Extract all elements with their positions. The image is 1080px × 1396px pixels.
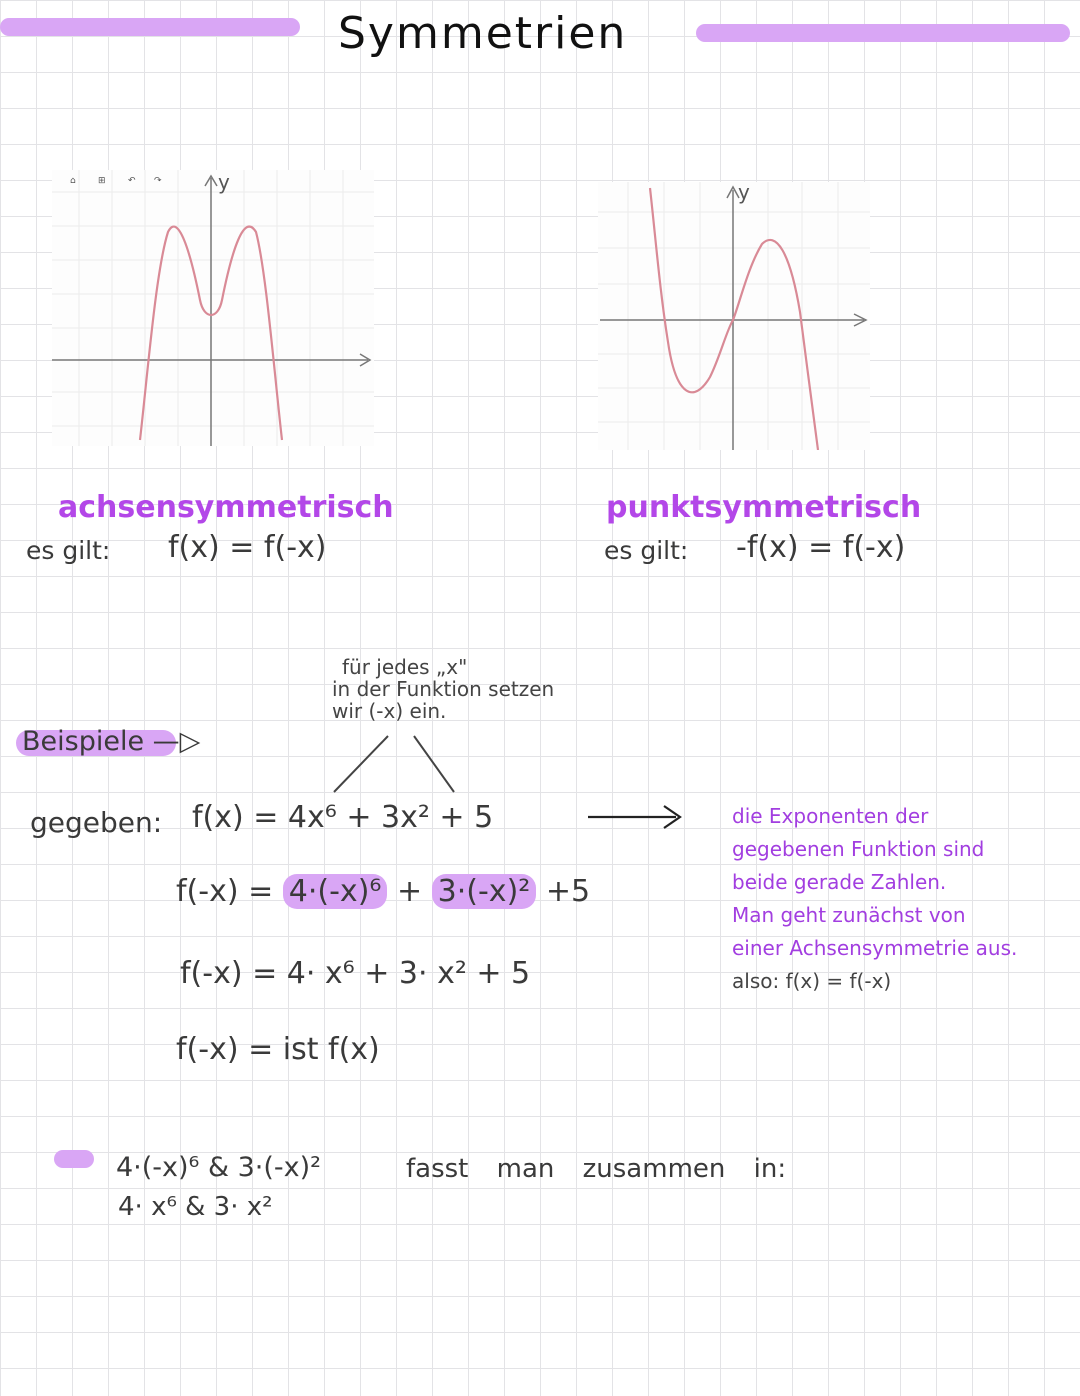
svg-text:↶: ↶ (128, 176, 136, 186)
equation-line-4: f(-x) = ist f(x) (176, 1032, 380, 1067)
explanation-line: beide gerade Zahlen. (732, 870, 947, 894)
bullet-marker (54, 1150, 94, 1168)
equation-line-2 (176, 874, 590, 909)
examples-label-text: Beispiele (22, 726, 145, 757)
eq2-term-b: 3·(-x)² (432, 874, 537, 909)
rule-prefix-right: es gilt: (604, 536, 689, 565)
plot-odd-function (598, 182, 870, 450)
rule-prefix-left: es gilt: (26, 536, 111, 565)
note-line: wir (-x) ein. (332, 699, 447, 723)
highlight-bar-right (696, 24, 1070, 42)
substitution-note (332, 656, 554, 722)
plot-even-function (52, 170, 374, 446)
eq2-prefix: f(-x) = (176, 874, 274, 909)
examples-label (22, 726, 200, 757)
heading-point-symmetric: punktsymmetrisch (606, 490, 922, 525)
equation-line-1: f(x) = 4x⁶ + 3x² + 5 (192, 800, 494, 835)
y-axis-label: y (738, 180, 750, 204)
heading-axis-symmetric: achsensymmetrisch (58, 490, 394, 525)
eq2-term-a: 4·(-x)⁶ (283, 874, 388, 909)
note-line: für jedes „x" (342, 655, 468, 679)
summary-line-1b: fasst man zusammen in: (406, 1154, 787, 1184)
rule-axis-symmetric: f(x) = f(-x) (168, 530, 327, 565)
note-line: in der Funktion setzen (332, 677, 555, 701)
highlight-bar-left (0, 18, 300, 36)
summary-line-2: 4· x⁶ & 3· x² (118, 1192, 273, 1222)
eq2-mid: + (396, 874, 423, 909)
page-title: Symmetrien (338, 8, 628, 59)
explanation-line: einer Achsensymmetrie aus. (732, 936, 1018, 960)
rule-point-symmetric: -f(x) = f(-x) (736, 530, 906, 565)
y-axis-label: y (218, 170, 230, 194)
svg-text:↷: ↷ (154, 176, 162, 186)
explanation-line: Man geht zunächst von (732, 903, 966, 927)
summary-line-1a: 4·(-x)⁶ & 3·(-x)² (116, 1152, 321, 1183)
svg-text:⌂: ⌂ (70, 176, 76, 186)
annotation-arrows (320, 730, 470, 800)
explanation-line: also: f(x) = f(-x) (732, 969, 892, 993)
long-arrow-icon (586, 800, 686, 834)
equation-line-3: f(-x) = 4· x⁶ + 3· x² + 5 (180, 956, 531, 991)
arrow-right-icon: —▷ (152, 726, 201, 757)
given-label: gegeben: (30, 806, 163, 839)
explanation (732, 800, 1017, 998)
explanation-line: gegebenen Funktion sind (732, 837, 985, 861)
svg-text:⊞: ⊞ (98, 176, 106, 186)
explanation-line: die Exponenten der (732, 804, 929, 828)
eq2-end: +5 (545, 874, 591, 909)
